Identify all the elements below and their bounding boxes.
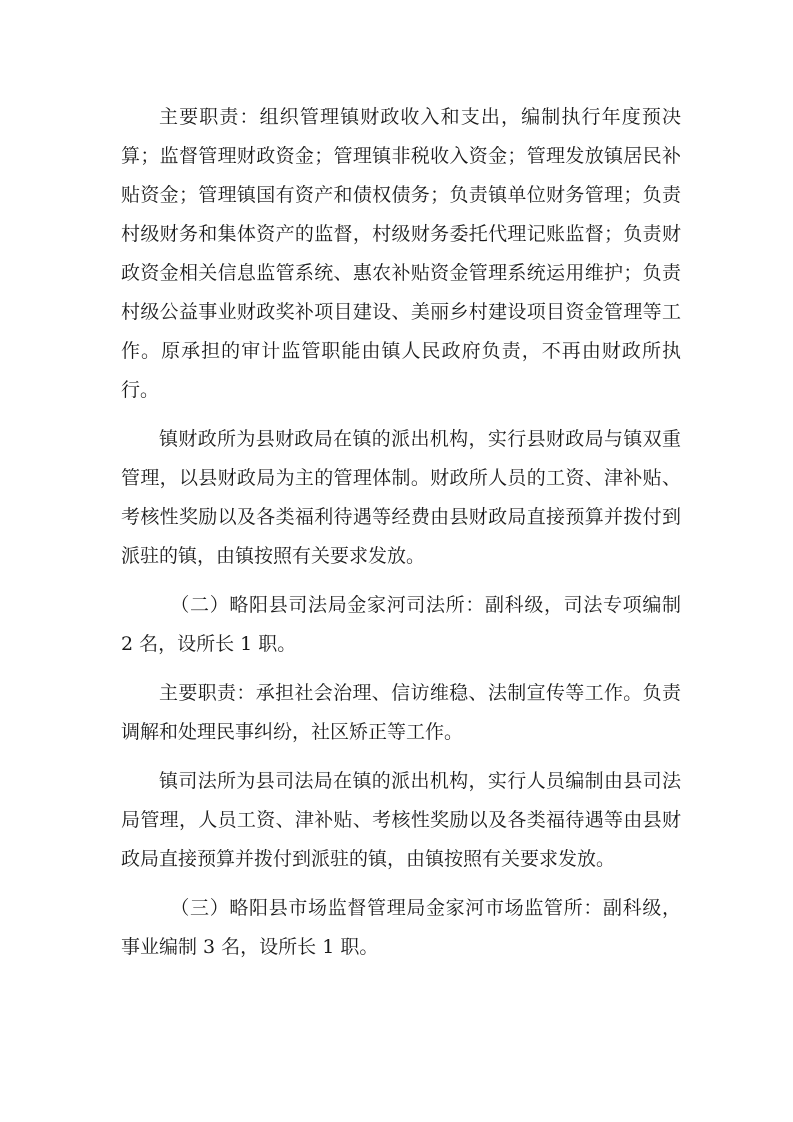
- paragraph-judicial-duties: 主要职责：承担社会治理、信访维稳、法制宣传等工作。负责调解和处理民事纠纷，社区矫正等工作。: [121, 682, 681, 743]
- paragraph-judicial-management: 镇司法所为县司法局在镇的派出机构，实行人员编制由县司法局管理，人员工资、津补贴、考核性奖励以及各类福待遇等由县财政局直接预算并拨付到派驻的镇，由镇按照有关要求发放。: [121, 770, 681, 870]
- paragraph-finance-duties: 主要职责：组织管理镇财政收入和支出，编制执行年度预决算；监督管理财政资金；管理镇非税收入资金；管理发放镇居民补贴资金；管理镇国有资产和债权债务；负责镇单位财务管理；负责村级财务和集体资产的监督，村级财务委托代理记账监督；负责财政资金相关信息监管系统、惠农补贴资金管理系统运用维护；负责村级公益事业财政奖补项目建设、美丽乡村建设项目资金管理等工作。原承担的审计监管职能由镇人民政府负责，不再由财政所执行。: [121, 106, 681, 401]
- paragraph-market-office: （三）略阳县市场监督管理局金家河市场监管所：副科级，事业编制 3 名，设所长 1 职。: [121, 897, 681, 958]
- paragraph-finance-management: 镇财政所为县财政局在镇的派出机构，实行县财政局与镇双重管理，以县财政局为主的管理体制。财政所人员的工资、津补贴、考核性奖励以及各类福利待遇等经费由县财政局直接预算并拨付到派驻的镇，由镇按照有关要求发放。: [121, 428, 681, 567]
- paragraph-judicial-office: （二）略阳县司法局金家河司法所：副科级，司法专项编制 2 名，设所长 1 职。: [121, 594, 681, 655]
- document-body: [121, 98, 681, 977]
